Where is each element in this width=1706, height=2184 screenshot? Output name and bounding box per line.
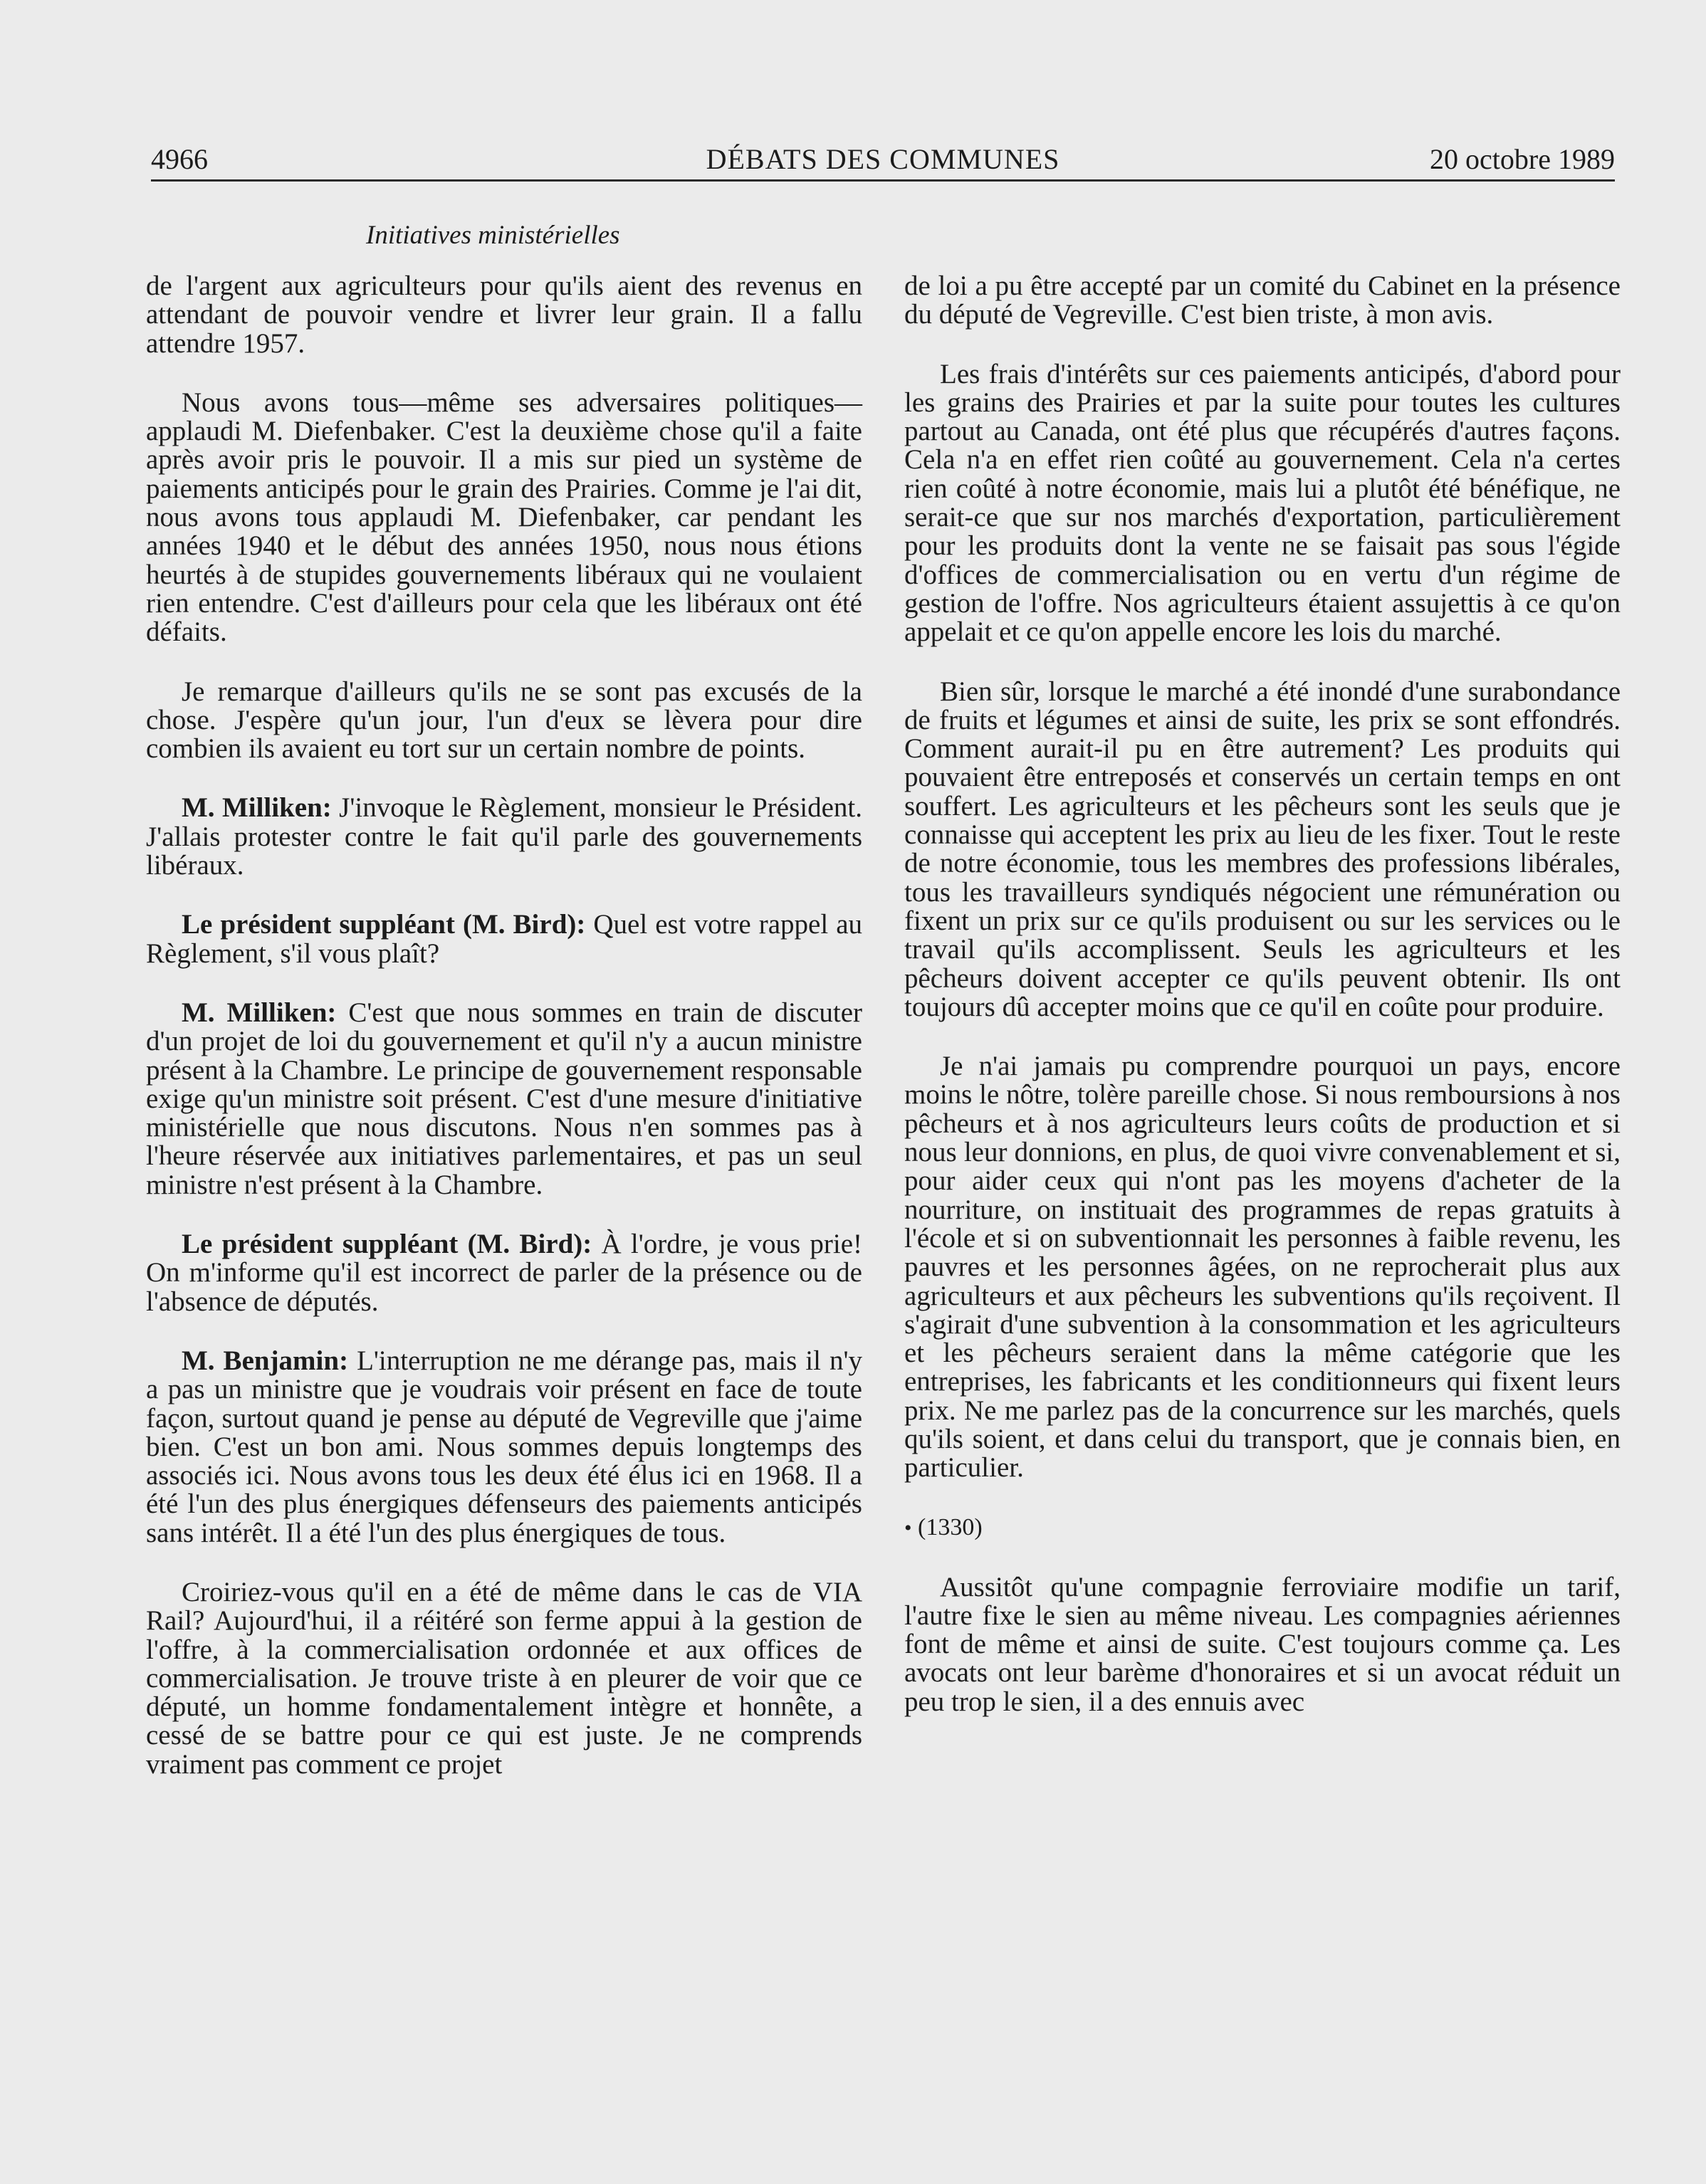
time-marker: • (1330) — [904, 1513, 983, 1540]
header-rule — [151, 179, 1615, 182]
speech-paragraph: M. Milliken: C'est que nous sommes en train de discuter d'un projet de loi du gouvernement et qu'il n'y a aucun ministre présent à la Chambre. Le principe de gouvernement responsable exige qu'un ministre soit présent. C'est d'une mesure d'initiative ministérielle que nous discutons. Nous n'en sommes pas à l'heure réservée aux initiatives parlementaires, et pas un seul ministre n'est présent à la Chambre. — [146, 997, 863, 1200]
paragraph: de loi a pu être accepté par un comité du Cabinet en la présence du député de Vegreville. C'est bien triste, à mon avis. — [904, 271, 1621, 330]
speech-paragraph: M. Benjamin: L'interruption ne me dérange pas, mais il n'y a pas un ministre que je voudrais voir présent en face de toute façon, surtout quand je pense au député de Vegreville que j'aime bien. C'est un bon ami. Nous sommes depuis longtemps des associés ici. Nous avons tous les deux été élus ici en 1968. Il a été l'un des plus énergiques défenseurs des paiements anticipés sans intérêt. Il a été l'un des plus énergiques de tous. — [146, 1345, 862, 1548]
paragraph: Croiriez-vous qu'il en a été de même dans le cas de VIA Rail? Aujourd'hui, il a réitéré son ferme appui à la gestion de l'offre, à la commercialisation ordonnée et aux offices de commercialisation. Je trouve triste à en pleurer de voir que ce député, un homme fondamentalement intègre et honnête, a cessé de se battre pour ce qui est juste. Je ne comprends vraiment pas comment ce projet — [146, 1576, 862, 1780]
paragraph: de l'argent aux agriculteurs pour qu'ils aient des revenus en attendant de pouvoir vendre et livrer leur grain. Il a fallu attendre 1957. — [146, 271, 862, 359]
speech-paragraph: M. Milliken: J'invoque le Règlement, monsieur le Président. J'allais protester contre le fait qu'il parle des gouvernements libéraux. — [146, 792, 862, 881]
bullet-icon: • — [904, 1516, 912, 1540]
speaker-name: M. Benjamin: — [182, 1345, 349, 1376]
speaker-name: Le président suppléant (M. Bird): — [182, 1229, 592, 1260]
speech-paragraph: Le président suppléant (M. Bird): Quel est votre rappel au Règlement, s'il vous plaît? — [146, 909, 862, 969]
page-number: 4966 — [151, 143, 208, 175]
running-header — [151, 140, 1615, 179]
paragraph: Nous avons tous—même ses adversaires politiques—applaudi M. Diefenbaker. C'est la deuxième chose qu'il a faite après avoir pris le pouvoir. Il a mis sur pied un système de paiements anticipés pour le grain des Prairies. Comme je l'ai dit, nous avons tous applaudi M. Diefenbaker, car pendant les années 1940 et le début des années 1950, nous nous étions heurtés à de stupides gouvernements libéraux qui ne voulaient rien entendre. C'est d'ailleurs pour cela que les libéraux ont été défaits. — [146, 387, 862, 648]
paragraph: Les frais d'intérêts sur ces paiements anticipés, d'abord pour les grains des Prairies et par la suite pour toutes les cultures partout au Canada, ont été plus que récupérés d'autres façons. Cela n'a en effet rien coûté au gouvernement. Cela n'a certes rien coûté à notre économie, mais lui a plutôt été bénéfique, ne serait-ce que sur nos marchés d'exportation, particulièrement pour les produits dont la vente ne se faisait pas sous l'égide d'offices de commercialisation ou en vertu d'un régime de gestion de l'offre. Nos agriculteurs étaient assujettis à ce qu'on appelait et ce qu'on appelle encore les lois du marché. — [904, 358, 1621, 648]
speaker-name: M. Milliken: — [182, 792, 332, 824]
speaker-name: Le président suppléant (M. Bird): — [182, 909, 586, 940]
section-heading: Initiatives ministérielles — [366, 221, 620, 250]
right-column — [904, 272, 1621, 1747]
issue-date: 20 octobre 1989 — [1430, 143, 1615, 175]
left-column — [146, 272, 862, 1810]
speech-paragraph: Le président suppléant (M. Bird): À l'ordre, je vous prie! On m'informe qu'il est incorrect de parler de la présence ou de l'absence de députés. — [146, 1229, 862, 1317]
paragraph: Bien sûr, lorsque le marché a été inondé d'une surabondance de fruits et légumes et ainsi de suite, les prix se sont effondrés. Comment aurait-il pu en être autrement? Les produits qui pouvaient être entreposés et conservés un certain temps en ont souffert. Les agriculteurs et les pêcheurs sont les seuls que je connaisse qui acceptent les prix au lieu de les fixer. Tout le reste de notre économie, tous les membres des professions libérales, tous les travailleurs syndiqués négocient une rémunération ou fixent un prix sur ce qu'ils produisent ou sur les services ou le travail qu'ils accomplissent. Seuls les agriculteurs et les pêcheurs doivent accepter ce qu'ils peuvent obtenir. Ils ont toujours dû accepter moins que ce qu'il en coûte pour produire. — [904, 676, 1621, 1022]
paragraph: Je n'ai jamais pu comprendre pourquoi un pays, encore moins le nôtre, tolère pareille chose. Si nous remboursions à nos pêcheurs et à nos agriculteurs leurs coûts de production et si nous leur donnions, en plus, de quoi vivre convenablement et si, pour aider ceux qui n'ont pas les moyens d'acheter de la nourriture, on instituait des programmes de repas gratuits à l'école et si on subventionnait les personnes à faible revenu, les pauvres et les personnes âgées, on ne reprocherait plus aux agriculteurs et aux pêcheurs les subventions qu'ils reçoivent. Il s'agirait d'une subvention à la consommation et les agriculteurs et les pêcheurs seraient dans la même catégorie que les entreprises, les fabricants et les conditionneurs qui fixent leurs prix. Ne me parlez pas de la concurrence sur les marchés, quels qu'ils soient, et dans celui du transport, que je connais bien, en particulier. — [904, 1051, 1621, 1484]
publication-title: DÉBATS DES COMMUNES — [706, 143, 1060, 175]
speaker-name: M. Milliken: — [182, 997, 337, 1028]
paragraph: Aussitôt qu'une compagnie ferroviaire modifie un tarif, l'autre fixe le sien au même niveau. Les compagnies aériennes font de même et ainsi de suite. C'est toujours comme ça. Les avocats ont leur barème d'honoraires et si un avocat réduit un peu trop le sien, il a des ennuis avec — [904, 1571, 1621, 1717]
paragraph: Je remarque d'ailleurs qu'ils ne se sont pas excusés de la chose. J'espère qu'un jour, l'un d'eux se lèvera pour dire combien ils avaient eu tort sur un certain nombre de points. — [146, 676, 862, 765]
